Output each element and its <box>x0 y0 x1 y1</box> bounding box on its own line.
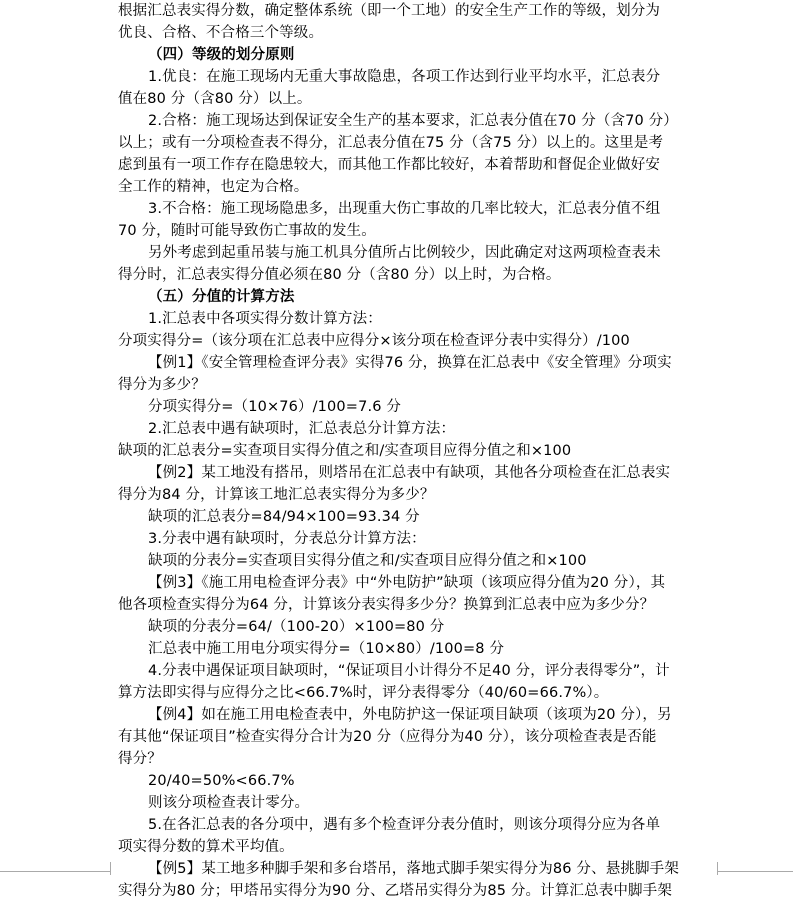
crop-mark <box>0 871 110 872</box>
paragraph-line: 2.合格：施工现场达到保证安全生产的基本要求，汇总表分值在70 分（含70 分） <box>148 113 678 129</box>
paragraph-line: 1.汇总表中各项实得分数计算方法： <box>148 311 382 327</box>
example-line: 得分？ <box>118 751 162 767</box>
paragraph-line: 5.在各汇总表的各分项中，遇有多个检查评分表分值时，则该分项得分应为各单 <box>148 817 661 833</box>
example-line: 有其他“保证项目”检查实得分合计为20 分（应得分为40 分），该分项检查表是否能 <box>118 729 657 745</box>
example-line: 【例3】《施工用电检查评分表》中“外电防护”缺项（该项应得分值为20 分），其 <box>148 575 666 591</box>
paragraph-line: 4.分表中遇保证项目缺项时，“保证项目小计得分不足40 分，评分表得零分”，计 <box>148 663 670 679</box>
crop-mark <box>110 862 111 875</box>
document-body <box>118 0 718 902</box>
formula-line: 分项实得分=（10×76）/100=7.6 分 <box>148 399 402 415</box>
paragraph-line: 虑到虽有一项工作存在隐患较大，而其他工作都比较好，本着帮助和督促企业做好安 <box>118 157 661 173</box>
example-line: 【例2】某工地没有搭吊，则塔吊在汇总表中有缺项，其他各分项检查在汇总表实 <box>148 465 671 481</box>
example-line: 【例5】某工地多种脚手架和多台塔吊，落地式脚手架实得分为86 分、悬挑脚手架 <box>148 861 679 877</box>
crop-mark <box>717 871 793 872</box>
example-line: 实得分为80 分；甲塔吊实得分为90 分、乙塔吊实得分为85 分。计算汇总表中脚手架 <box>118 883 672 899</box>
paragraph-line: 得分时，汇总表实得分值必须在80 分（含80 分）以上时，为合格。 <box>118 267 561 283</box>
section-heading: （五）分值的计算方法 <box>148 289 295 305</box>
formula-line: 缺项的汇总表分=84/94×100=93.34 分 <box>148 509 420 525</box>
paragraph-line: 则该分项检查表计零分。 <box>148 795 310 811</box>
paragraph-line: 全工作的精神，也定为合格。 <box>118 179 309 195</box>
crop-mark <box>717 862 718 875</box>
paragraph-line: 根据汇总表实得分数，确定整体系统（即一个工地）的安全生产工作的等级，划分为 <box>118 3 661 19</box>
paragraph-line: 另外考虑到起重吊装与施工机具分值所占比例较少，因此确定对这两项检查表未 <box>148 245 661 261</box>
paragraph-line: 3.分表中遇有缺项时，分表总分计算方法： <box>148 531 426 547</box>
formula-line: 缺项的汇总表分=实查项目实得分值之和/实查项目应得分值之和×100 <box>118 443 572 459</box>
paragraph-line: 2.汇总表中遇有缺项时，汇总表总分计算方法： <box>148 421 456 437</box>
example-line: 得分为多少？ <box>118 377 206 393</box>
formula-line: 缺项的分表分=实查项目实得分值之和/实查项目应得分值之和×100 <box>148 553 587 569</box>
paragraph-line: 70 分，随时可能导致伤亡事故的发生。 <box>118 223 376 239</box>
paragraph-line: 算方法即实得与应得分之比<66.7%时，评分表得零分（40/60=66.7%）。 <box>118 685 609 701</box>
paragraph-line: 1.优良：在施工现场内无重大事故隐患，各项工作达到行业平均水平，汇总表分 <box>148 69 661 85</box>
example-line: 【例1】《安全管理检查评分表》实得76 分，换算在汇总表中《安全管理》分项实 <box>148 355 672 371</box>
paragraph-line: 优良、合格、不合格三个等级。 <box>118 25 324 41</box>
formula-line: 缺项的分表分=64/（100-20）×100=80 分 <box>148 619 445 635</box>
formula-line: 汇总表中施工用电分项实得分=（10×80）/100=8 分 <box>148 641 505 657</box>
example-line: 【例4】如在施工用电检查表中，外电防护这一保证项目缺项（该项为20 分），另 <box>148 707 672 723</box>
paragraph-line: 3.不合格：施工现场隐患多，出现重大伤亡事故的几率比较大，汇总表分值不组 <box>148 201 661 217</box>
paragraph-line: 项实得分数的算术平均值。 <box>118 839 294 855</box>
paragraph-line: 以上；或有一分项检查表不得分，汇总表分值在75 分（含75 分）以上的。这里是考 <box>118 135 664 151</box>
section-heading: （四）等级的划分原则 <box>148 47 295 63</box>
example-line: 他各项检查实得分为64 分，计算该分表实得多少分？换算到汇总表中应为多少分？ <box>118 597 655 613</box>
formula-line: 分项实得分=（该分项在汇总表中应得分×该分项在检查评分表中实得分）/100 <box>118 333 630 349</box>
example-line: 得分为84 分，计算该工地汇总表实得分为多少？ <box>118 487 435 503</box>
paragraph-line: 值在80 分（含80 分）以上。 <box>118 91 312 107</box>
formula-line: 20/40=50%<66.7% <box>148 773 295 789</box>
